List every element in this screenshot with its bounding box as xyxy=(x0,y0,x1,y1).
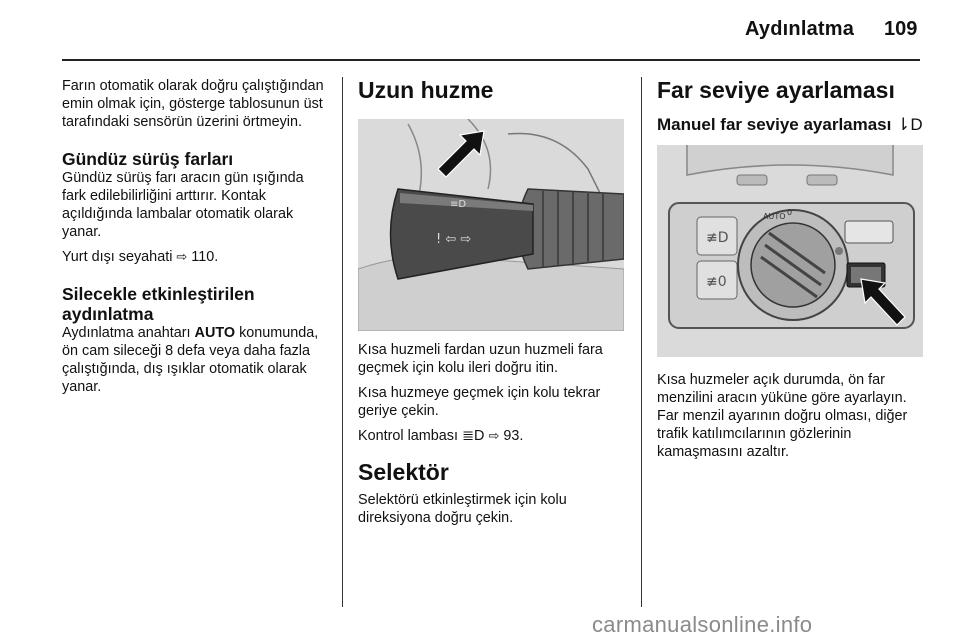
control-lamp-ref: 93. xyxy=(503,428,524,444)
switch-label-auto: AUTO xyxy=(763,212,786,221)
daytime-heading: Gündüz sürüş farları xyxy=(62,149,234,169)
levelling-heading: Far seviye ayarlaması xyxy=(657,77,895,103)
headlight-levelling-icon: ⇂D xyxy=(896,115,923,134)
column-divider-2 xyxy=(641,77,642,607)
page-number: 109 xyxy=(884,18,918,40)
daytime-paragraph: Gündüz sürüş farı aracın gün ışığında fark edilebilirliğini arttırır. Kontak açıldığında lambalar otomatik olarak yanar. xyxy=(62,170,304,240)
site-watermark: carmanualsonline.info xyxy=(592,612,813,637)
svg-text:≢D: ≢D xyxy=(706,230,729,246)
svg-text:≢0: ≢0 xyxy=(706,274,727,290)
column-3 xyxy=(657,77,925,468)
intro-paragraph: Farın otomatik olarak doğru çalıştığından emin olmak için, gösterge tablosunun üst tarafındaki sensörün üzerini örtmeyin. xyxy=(62,78,324,130)
wiper-paragraph xyxy=(62,324,330,396)
manual-levelling-subheading-text: Manuel far seviye ayarlaması xyxy=(657,115,892,134)
column-1 xyxy=(62,77,330,403)
levelling-paragraph: Kısa huzmeler açık durumda, ön far menzilini aracın yüküne göre ayarlayın. Far menzil ayarının doğru olması, diğer trafik katılımcılarının gözlerinin kamaşmasını azaltır. xyxy=(657,372,908,460)
control-lamp-text: Kontrol lambası xyxy=(358,428,458,444)
high-beam-paragraph-2: Kısa huzmeye geçmek için kolu tekrar geriye çekin. xyxy=(358,385,601,419)
page-header-title: Aydınlatma xyxy=(745,18,855,40)
wiper-heading: Silecekle etkinleştirilen aydınlatma xyxy=(62,284,255,324)
svg-text:! ⇦ ⇨: ! ⇦ ⇨ xyxy=(436,232,472,247)
svg-text:≡D: ≡D xyxy=(450,199,467,210)
wiper-text-pre: Aydınlatma anahtarı xyxy=(62,325,191,341)
wiper-text-post: konumunda, ön cam sileceği 8 defa veya daha fazla çalıştığında, dış ışıklar otomatik olarak yanar. xyxy=(62,325,319,395)
column-2 xyxy=(358,77,626,534)
abroad-text: Yurt dışı seyahati xyxy=(62,249,173,265)
auto-label: AUTO xyxy=(194,325,236,341)
column-divider-1 xyxy=(342,77,343,607)
high-beam-heading: Uzun huzme xyxy=(358,77,494,103)
stalk-drawing xyxy=(358,119,624,331)
switch-label-zero: 0 xyxy=(787,208,793,217)
high-beam-icon: ≣D xyxy=(461,428,485,444)
reference-arrow-icon: ⇨ xyxy=(176,249,188,264)
abroad-paragraph xyxy=(62,248,330,266)
selector-heading: Selektör xyxy=(358,459,449,485)
reference-arrow-icon: ⇨ xyxy=(488,428,500,443)
abroad-ref: 110. xyxy=(191,249,219,265)
control-lamp-paragraph xyxy=(358,427,626,445)
selector-paragraph: Selektörü etkinleştirmek için kolu direksiyona doğru çekin. xyxy=(358,492,567,526)
manual-levelling-subheading xyxy=(657,115,925,135)
stalk-illustration xyxy=(358,119,624,331)
high-beam-paragraph-1: Kısa huzmeli fardan uzun huzmeli fara geçmek için kolu ileri doğru itin. xyxy=(358,342,603,376)
header-rule xyxy=(62,59,920,61)
light-switch-illustration xyxy=(657,145,923,357)
light-switch-drawing xyxy=(657,145,923,357)
